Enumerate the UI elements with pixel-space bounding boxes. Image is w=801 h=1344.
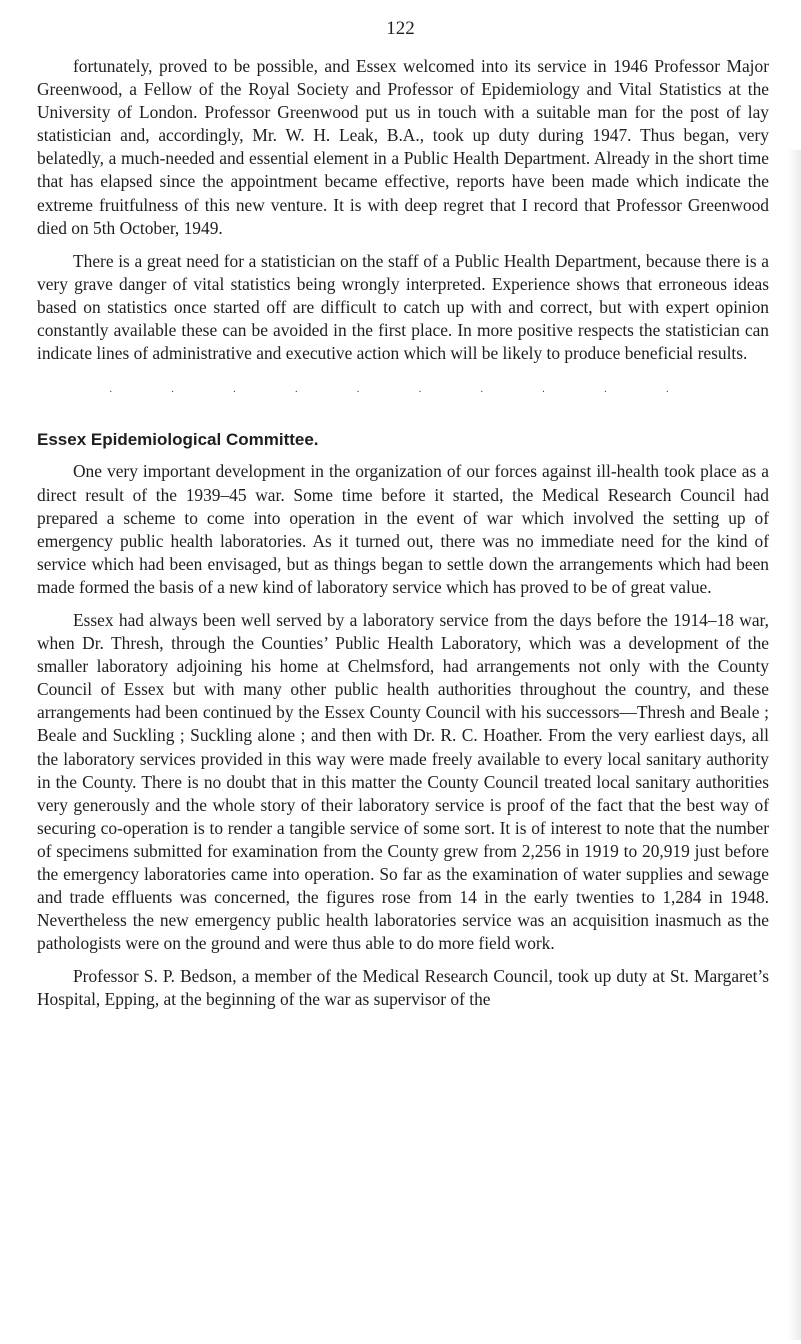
paragraph-statistician-need: There is a great need for a statistician on the staff of a Public Health Department, because there is a very grave danger of vital statistics being wrongly interpreted. Experience shows that erroneous ideas based on statistics once started off are difficult to catch up with and correct, but with expert opinion constantly available these can be avoided in the first place. In more positive respects the statistician can indicate lines of administrative and executive action which will be likely to produce beneficial results.: [37, 250, 769, 364]
page-edge-shadow: [787, 150, 801, 1340]
section-separator: · · · · · · · · · ·: [109, 387, 697, 399]
paragraph-statistician-appointment: fortunately, proved to be possible, and Essex welcomed into its service in 1946 Professor Major Greenwood, a Fellow of the Royal Society and Professor of Epidemiology and Vital Statistics at the University of London. Professor Greenwood put us in touch with a suitable man for the post of lay statistician and, accordingly, Mr. W. H. Leak, B.A., took up duty during 1947. Thus began, very belatedly, a much-needed and essential element in a Public Health Department. Already in the short time that has elapsed since the appointment became effective, reports have been made which indicate the extreme fruitfulness of this new venture. It is with deep regret that I record that Professor Greenwood died on 5th October, 1949.: [37, 56, 769, 238]
paragraph-laboratory-history: Essex had always been well served by a laboratory service from the days before the 1914–18 war, when Dr. Thresh, through the Counties’ Public Health Laboratory, which was a development of the smaller laboratory adjoining his home at Chelmsford, had arrangements not only with the County Council of Essex but with many other public health authorities throughout the country, and these arrangements had been continued by the Essex County Council with his successors—Thresh and Beale ; Beale and Suckling ; Suckling alone ; and then with Dr. R. C. Hoather. From the very earliest days, all the laboratory services provided in this way were made freely available to every local sanitary authority in the County. There is no doubt that in this matter the County Council treated local sanitary authorities very generously and the whole story of their laboratory service is proof of the fact that the best way of securing co-operation is to render a tangible service of some sort. It is of interest to note that the number of specimens submitted for examination from the County grew from 2,256 in 1919 to 20,919 just before the emergency laboratories came into operation. So far as the examination of water supplies and sewage and trade effluents was concerned, the figures rose from 14 in the early twenties to 1,284 in 1948. Nevertheless the new emergency public health laboratories service was an acquisition inasmuch as the pathologists were on the ground and were thus able to do more field work.: [37, 609, 769, 954]
section-heading: Essex Epidemiological Committee.: [37, 430, 319, 450]
page-number: 122: [386, 18, 415, 39]
body-text: [37, 55, 769, 1012]
paragraph-bedson: Professor S. P. Bedson, a member of the Medical Research Council, took up duty at St. Margaret’s Hospital, Epping, at the beginning of the war as supervisor of the: [37, 966, 769, 1010]
paragraph-organization-development: One very important development in the organization of our forces against ill-health took place as a direct result of the 1939–45 war. Some time before it started, the Medical Research Council had prepared a scheme to come into operation in the event of war which involved the setting up of emergency public health laboratories. As it turned out, there was no immediate need for the kind of service which had been envisaged, but as things began to settle down the arrangements which had been made formed the basis of a new kind of laboratory service which has proved to be of great value.: [37, 461, 769, 597]
